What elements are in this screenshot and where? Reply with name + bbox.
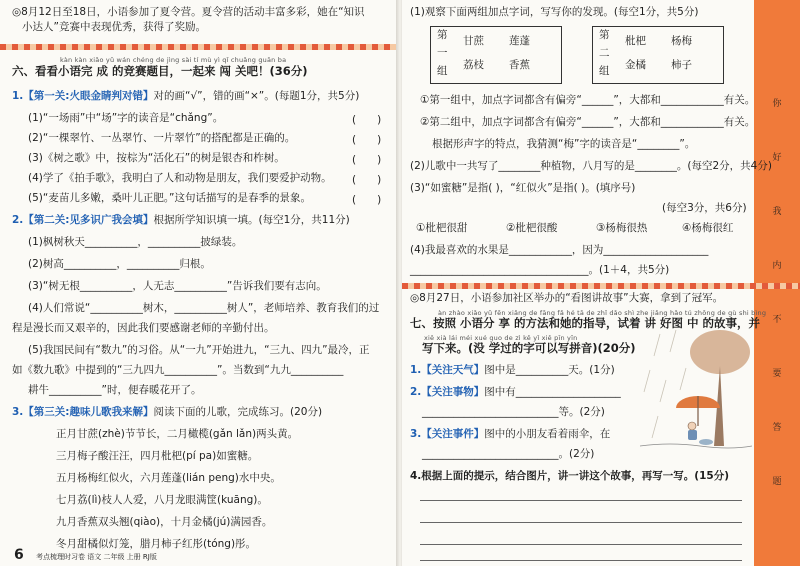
side-tab-char: 内 bbox=[772, 261, 782, 271]
left-page bbox=[0, 0, 398, 566]
section-seven-pinyin-2: xiě xià lái méi xué guo de zì kě yǐ xiě pīn yīn bbox=[424, 334, 578, 342]
answer-paren[interactable]: ( ) bbox=[352, 194, 382, 206]
q2-item-3[interactable]: (3)“树无根__________，人无志__________”告诉我们要有志向。 bbox=[28, 280, 327, 292]
poem-line: 七月荔(lì)枝人人爱，八月龙眼满筐(kuāng)。 bbox=[56, 494, 268, 506]
word-group-2 bbox=[592, 26, 724, 84]
side-tab-char: 题 bbox=[772, 477, 782, 487]
option-1: ①枇杷很甜 bbox=[416, 222, 468, 234]
group-label: 组 bbox=[437, 65, 448, 77]
group-label: 第 bbox=[437, 29, 448, 41]
answer-paren[interactable]: ( ) bbox=[352, 174, 382, 186]
group-word: 荔枝 bbox=[463, 59, 484, 71]
q3-label: 3.【第三关:趣味儿歌我来解】 bbox=[12, 406, 154, 418]
q1-heading bbox=[12, 90, 359, 103]
sub3[interactable]: (3)“如蜜糖”是指( )，“红似火”是指( )。(填序号) bbox=[410, 182, 636, 194]
r-q1[interactable] bbox=[410, 364, 615, 377]
sub4-cont[interactable]: __________________________________。(1＋4，共5分) bbox=[410, 264, 670, 276]
q1-item-2: (2)“一棵翠竹、一丛翠竹、一片翠竹”的搭配都是正确的。 bbox=[28, 132, 296, 144]
section-six-title: 六、看看小语完 成 的竞赛题目，一起来 闯 关吧！(36分) bbox=[12, 64, 308, 78]
section-seven-pinyin: àn zhào xiǎo yǔ fēn xiǎng de fāng fǎ hé tā de zhǐ dǎo shì zhe jiǎng hǎo tú zhōng de gù shi bìng bbox=[438, 309, 767, 317]
rainy-day-illustration bbox=[640, 326, 752, 450]
q3-heading bbox=[12, 406, 322, 419]
section-six-pinyin: kàn kàn xiǎo yǔ wán chéng de jìng sài tí mù yì qǐ chuǎng guān ba bbox=[60, 56, 287, 64]
option-3: ③杨梅很热 bbox=[596, 222, 648, 234]
word-group-1 bbox=[430, 26, 562, 84]
group-word: 甘蔗 bbox=[463, 35, 484, 47]
group-word: 莲蓬 bbox=[509, 35, 530, 47]
sub4[interactable]: (4)我最喜欢的水果是____________，因为____________________ bbox=[410, 244, 709, 256]
group-word: 香蕉 bbox=[509, 59, 530, 71]
q2-item-1[interactable]: (1)枫树秋天__________，__________披绿装。 bbox=[28, 236, 243, 248]
group-label: 组 bbox=[599, 65, 610, 77]
group-word: 金橘 bbox=[625, 59, 646, 71]
q2-item-2[interactable]: (2)树高__________，__________归根。 bbox=[28, 258, 211, 270]
writing-line[interactable] bbox=[420, 560, 742, 561]
q2-instruction: 根据所学知识填一填。(每空1分，共11分) bbox=[153, 214, 350, 226]
section-seven-title: 七、按照 小语分 享 的方法和她的指导，试着 讲 好图 中 的故事，并 bbox=[410, 316, 761, 330]
q2-item-5-cont[interactable]: 如《数九歌》中提到的“三九四九__________”。当数到“九九__________ bbox=[12, 364, 344, 376]
poem-line: 三月梅子酸汪汪，四月枇杷(pí pa)如蜜糖。 bbox=[56, 450, 259, 462]
sub2[interactable]: (2)儿歌中一共写了________种植物，八月写的是________。(每空2分，共4分) bbox=[410, 160, 772, 172]
sub1-line-1[interactable]: ①第一组中，加点字词都含有偏旁“______”，大都和____________有关。 bbox=[420, 94, 756, 106]
section-seven-title-2: 写下来。(没 学过的字可以写拼音)(20分) bbox=[422, 341, 636, 355]
intro-line-2: 小达人”竞赛中表现优秀，获得了奖励。 bbox=[22, 21, 206, 33]
side-tab-char: 答 bbox=[772, 423, 782, 433]
q1-item-4: (4)学了《拍手歌》，我明白了人和动物是朋友，我们要爱护动物。 bbox=[28, 172, 332, 184]
poem-line: 九月香蕉双头翘(qiào)，十月金橘(jú)满园香。 bbox=[56, 516, 273, 528]
r-q2-cont[interactable]: __________________________等。(2分) bbox=[422, 406, 605, 418]
option-4: ④杨梅很红 bbox=[682, 222, 734, 234]
intro-27: ◎8月27日，小语参加社区举办的“看图讲故事”大赛，拿到了冠军。 bbox=[410, 292, 724, 304]
side-tab-char: 不 bbox=[772, 315, 782, 325]
group-label: 二 bbox=[599, 47, 610, 59]
r-q1-text[interactable]: 图中是__________天。(1分) bbox=[484, 364, 615, 376]
side-tab-char: 要 bbox=[772, 369, 782, 379]
side-tab-char: 我 bbox=[772, 207, 782, 217]
q2-label: 2.【第二关:见多识广我会填】 bbox=[12, 214, 154, 226]
group-word: 枇杷 bbox=[625, 35, 646, 47]
sub1-line-3[interactable]: 根据形声字的特点，我猜测“梅”字的读音是“________”。 bbox=[432, 138, 696, 150]
r-q2-text[interactable]: 图中有____________________ bbox=[484, 386, 621, 398]
q2-item-5-end[interactable]: 耕牛__________”时，便春暖花开了。 bbox=[28, 384, 202, 396]
q2-item-4[interactable]: (4)人们常说“__________树木，__________树人”，老师培养、教育我们的过 bbox=[28, 302, 380, 314]
q1-item-1: (1)“一场雨”中“场”字的读音是“chǎng”。 bbox=[28, 112, 224, 124]
group-word: 柿子 bbox=[671, 59, 692, 71]
page-number: 6 bbox=[14, 547, 24, 563]
r-q3-cont[interactable]: __________________________。(2分) bbox=[422, 448, 595, 460]
side-tab-char: 你 bbox=[772, 99, 782, 109]
answer-paren[interactable]: ( ) bbox=[352, 134, 382, 146]
q1-item-5: (5)“麦苗儿多嫩，桑叶儿正肥。”这句话描写的是春季的景象。 bbox=[28, 192, 312, 204]
option-2: ②枇杷很酸 bbox=[506, 222, 558, 234]
r-q2[interactable] bbox=[410, 386, 621, 399]
q1-item-3: (3)《树之歌》中，按棕为“活化石”的树是银杏和柞树。 bbox=[28, 152, 285, 164]
r-q3[interactable] bbox=[410, 428, 610, 441]
sub1-instruction: (1)观察下面两组加点字词，写写你的发现。(每空1分，共5分) bbox=[410, 6, 699, 18]
writing-line[interactable] bbox=[420, 544, 742, 545]
writing-line[interactable] bbox=[420, 522, 742, 523]
poem-line: 冬月甜橘似灯笼，腊月柿子红彤(tóng)彤。 bbox=[56, 538, 257, 550]
q2-item-5: (5)我国民间有“数九”的习俗。从“一九”开始进九，“三九、四九”最冷，正 bbox=[28, 344, 370, 356]
r-q4: 4.根据上面的提示，结合图片，讲一讲这个故事，再写一写。(15分) bbox=[410, 470, 730, 482]
r-q3-text: 图中的小朋友看着雨伞，在 bbox=[484, 428, 611, 440]
intro-line-1: ◎8月12日至18日，小语参加了夏令营。夏令营的活动丰富多彩，她在“知识 bbox=[12, 6, 365, 18]
r-q3-label: 3.【关注事件】 bbox=[410, 428, 485, 440]
r-q2-label: 2.【关注事物】 bbox=[410, 386, 485, 398]
sub1-line-2[interactable]: ②第二组中，加点字词都含有偏旁“______”，大都和____________有关。 bbox=[420, 116, 756, 128]
q3-instruction: 阅读下面的儿歌，完成练习。(20分) bbox=[153, 406, 323, 418]
group-label: 第 bbox=[599, 29, 610, 41]
poem-line: 正月甘蔗(zhè)节节长，二月橄榄(gǎn lǎn)两头黄。 bbox=[56, 428, 299, 440]
decorative-divider bbox=[402, 283, 800, 289]
group-label: 一 bbox=[437, 47, 448, 59]
r-q1-label: 1.【关注天气】 bbox=[410, 364, 485, 376]
right-page bbox=[402, 0, 800, 566]
q2-item-4-cont: 程是漫长而又艰辛的，因此我们要感谢老师的辛勤付出。 bbox=[12, 322, 275, 334]
q2-heading bbox=[12, 214, 350, 227]
poem-line: 五月杨梅红似火，六月莲蓬(lián peng)水中央。 bbox=[56, 472, 281, 484]
q1-instruction: 对的画“√”，错的画“×”。(每题1分，共5分) bbox=[153, 90, 360, 102]
q1-label: 1.【第一关:火眼金睛判对错】 bbox=[12, 90, 154, 102]
page-footer: 考点梳理时习卷 语文 二年级 上册 RJ版 bbox=[36, 553, 157, 561]
sub3-score: (每空3分，共6分) bbox=[662, 202, 747, 214]
answer-paren[interactable]: ( ) bbox=[352, 114, 382, 126]
writing-line[interactable] bbox=[420, 500, 742, 501]
side-tab-char: 好 bbox=[772, 153, 782, 163]
decorative-divider bbox=[0, 44, 398, 50]
answer-paren[interactable]: ( ) bbox=[352, 154, 382, 166]
group-word: 杨梅 bbox=[671, 35, 692, 47]
